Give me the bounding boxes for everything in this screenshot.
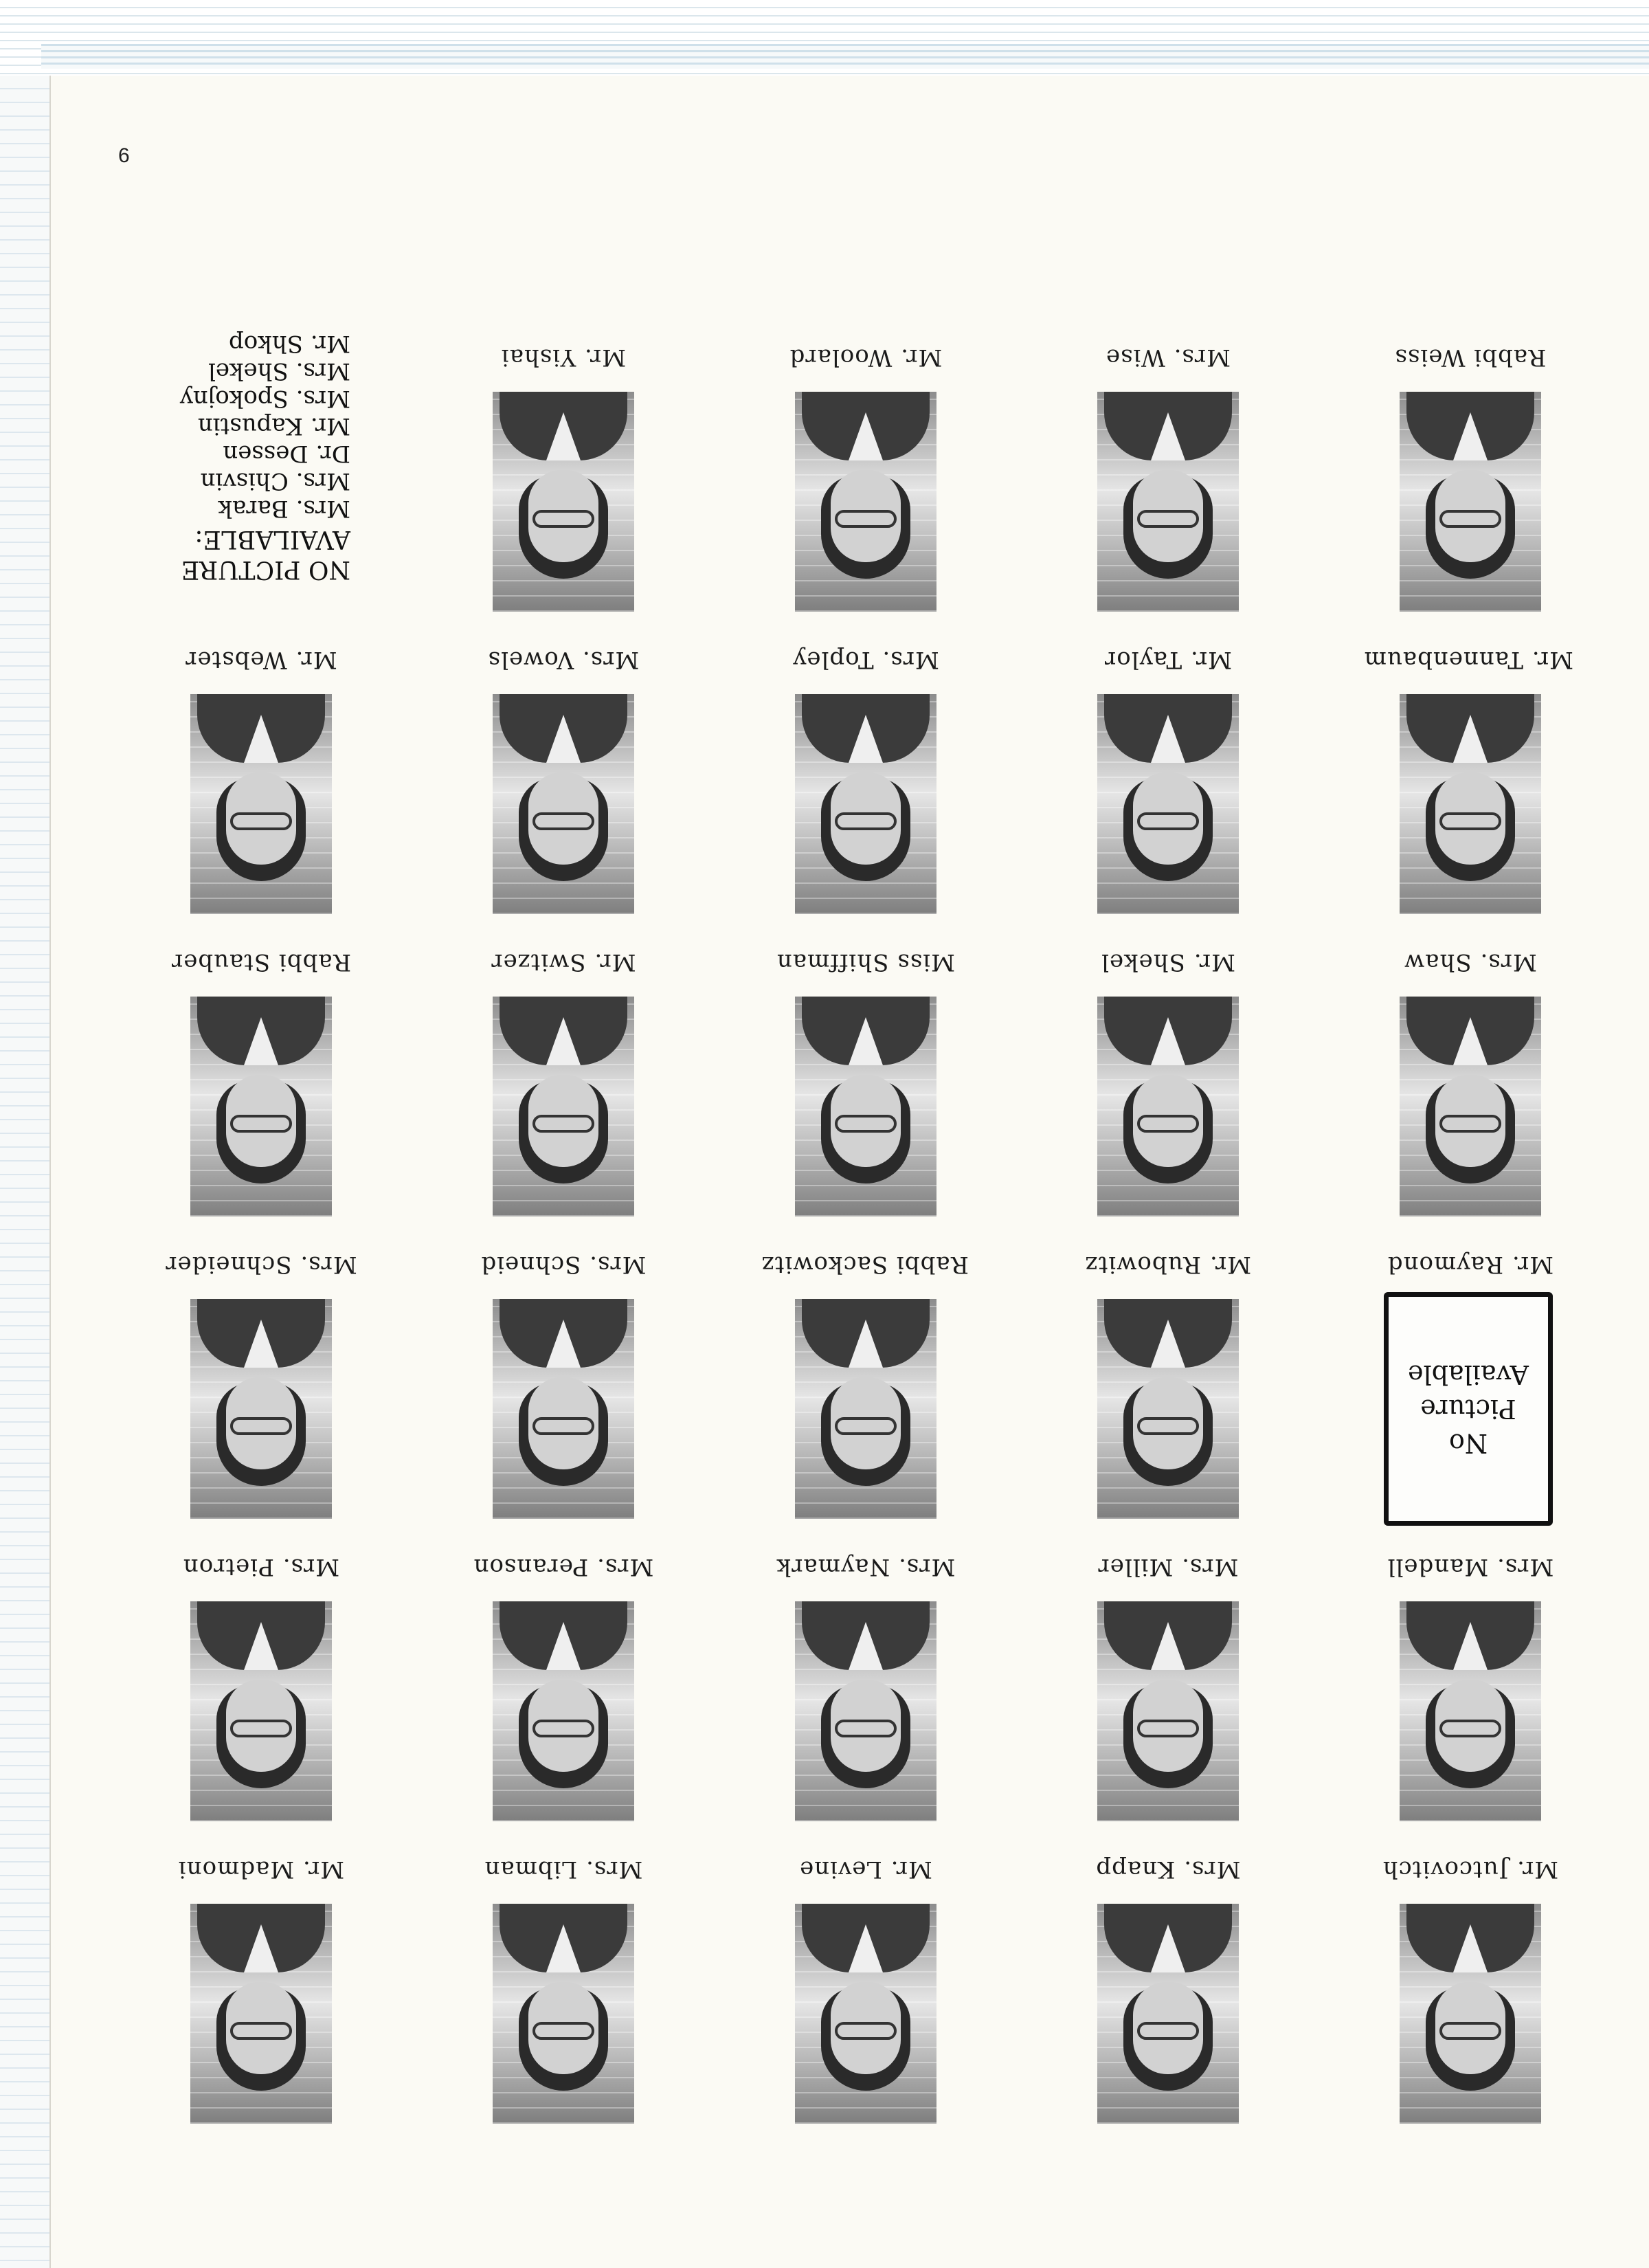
no-picture-name: Mrs. Spokojny [179,385,350,412]
portrait-photo [795,694,936,914]
faculty-photo-grid [151,268,1573,2124]
portrait-glasses [230,2022,292,2040]
faculty-cell [1367,1835,1573,2124]
no-picture-names [144,330,350,522]
faculty-name: Mr. Levine [799,1856,932,1883]
faculty-name: Mrs. Topley [792,646,939,674]
portrait-photo [493,1904,634,2124]
faculty-name: Mrs. Wise [1106,344,1231,371]
faculty-cell [460,928,666,1216]
faculty-cell [158,1533,364,1821]
portrait-photo [1097,1299,1239,1519]
faculty-cell [1367,1230,1573,1519]
portrait-photo [795,392,936,612]
faculty-name: Mr. Switzer [491,948,636,976]
portrait-photo [1097,392,1239,612]
portrait-photo [1097,694,1239,914]
portrait-glasses [230,1417,292,1435]
portrait-glasses [835,812,897,830]
portrait-glasses [532,1115,594,1133]
portrait-glasses [1137,1115,1199,1133]
portrait-photo [190,694,332,914]
portrait-photo [795,997,936,1216]
faculty-cell [1367,928,1573,1216]
portrait-photo [1400,1601,1541,1821]
portrait-photo [493,997,634,1216]
faculty-name: Rabbi Stauber [170,948,352,976]
portrait-photo [190,1601,332,1821]
faculty-cell [1065,1533,1271,1821]
faculty-name: Mrs. Vowels [487,646,640,674]
faculty-cell [158,625,364,914]
scan-top-band [0,0,1649,76]
faculty-cell [763,323,969,612]
no-picture-name: Mrs. Shekel [207,357,350,385]
portrait-glasses [1137,2022,1199,2040]
portrait-glasses [1137,510,1199,528]
scan-left-edge [0,76,49,2268]
portrait-photo [190,1299,332,1519]
faculty-name: Mrs. Mandell [1387,1553,1554,1581]
faculty-name: Mr. Woolard [789,344,943,371]
faculty-cell [1065,625,1271,914]
faculty-cell [763,1533,969,1821]
faculty-name: Mrs. Naymark [776,1553,956,1581]
portrait-photo [1097,1904,1239,2124]
portrait-photo [493,1299,634,1519]
faculty-cell [460,1835,666,2124]
faculty-name: Mr. Jutcovitch [1382,1856,1559,1883]
portrait-photo [493,1601,634,1821]
faculty-cell [1065,323,1271,612]
faculty-cell [460,625,666,914]
no-picture-name: Mrs. Chisvin [200,467,350,495]
portrait-photo [1400,392,1541,612]
faculty-cell [158,1835,364,2124]
faculty-name: Mr. Yishai [500,344,627,371]
faculty-name: Mr. Rubowitz [1084,1251,1252,1278]
portrait-photo [190,1904,332,2124]
no-picture-name: Mr. Shkop [229,330,350,357]
faculty-name: Mrs. Schneider [165,1251,357,1278]
faculty-name: Miss Shiffman [776,948,956,976]
portrait-photo [190,997,332,1216]
no-picture-name: Dr. Dessen [223,440,350,467]
no-picture-name: Mrs. Barak [218,495,350,522]
faculty-cell [763,1230,969,1519]
portrait-glasses [835,2022,897,2040]
faculty-cell [763,625,969,914]
portrait-photo [1097,1601,1239,1821]
faculty-cell [460,1533,666,1821]
faculty-name: Rabbi Sackowitz [761,1251,969,1278]
faculty-name: Mrs. Pietron [182,1553,340,1581]
faculty-cell [1367,1533,1573,1821]
portrait-glasses [835,1115,897,1133]
faculty-name: Mrs. Libman [484,1856,643,1883]
portrait-photo [1400,997,1541,1216]
portrait-photo [1400,1904,1541,2124]
faculty-name: Mrs. Knapp [1095,1856,1241,1883]
faculty-name: Mr. Shekel [1101,948,1235,976]
portrait-glasses [532,812,594,830]
portrait-glasses [1137,1417,1199,1435]
faculty-cell [158,928,364,1216]
no-picture-list [144,296,350,584]
faculty-name: Mr. Raymond [1387,1251,1554,1278]
portrait-glasses [532,1417,594,1435]
portrait-glasses [532,510,594,528]
no-picture-title: NO PICTURE AVAILABLE: [181,525,350,583]
faculty-cell [1065,1230,1271,1519]
portrait-glasses [230,812,292,830]
faculty-cell [1065,1835,1271,2124]
faculty-cell [158,1230,364,1519]
portrait-glasses [835,1720,897,1737]
faculty-name: Mr. Taylor [1103,646,1233,674]
faculty-name: Mrs. Peranson [473,1553,654,1581]
portrait-glasses [1439,812,1501,830]
faculty-cell [763,928,969,1216]
portrait-photo [493,694,634,914]
faculty-cell [1363,625,1573,914]
portrait-glasses [532,1720,594,1737]
portrait-glasses [835,1417,897,1435]
faculty-name: Mrs. Miller [1097,1553,1239,1581]
faculty-name: Mr. Tannenbaum [1363,646,1573,674]
portrait-glasses [230,1720,292,1737]
portrait-photo [1400,694,1541,914]
portrait-photo [1097,997,1239,1216]
no-picture-placeholder [1384,1292,1553,1526]
portrait-glasses [1137,1720,1199,1737]
portrait-photo [795,1904,936,2124]
faculty-name: Mrs. Shaw [1404,948,1537,976]
faculty-cell [460,323,666,612]
portrait-photo [493,392,634,612]
portrait-glasses [1439,1720,1501,1737]
faculty-cell [763,1835,969,2124]
portrait-glasses [1439,1115,1501,1133]
portrait-glasses [230,1115,292,1133]
portrait-glasses [1137,812,1199,830]
portrait-glasses [532,2022,594,2040]
portrait-photo [795,1601,936,1821]
page-number: 6 [118,144,130,167]
faculty-name: Mr. Webster [185,646,337,674]
portrait-glasses [835,510,897,528]
portrait-glasses [1439,2022,1501,2040]
faculty-cell [460,1230,666,1519]
no-picture-placeholder-text: No Picture Available [1408,1359,1529,1458]
faculty-name: Mr. Madmoni [177,1856,345,1883]
no-picture-name: Mr. Kapustin [197,412,350,440]
portrait-photo [795,1299,936,1519]
faculty-cell [1367,323,1573,612]
portrait-glasses [1439,510,1501,528]
faculty-name: Mrs. Schneid [480,1251,647,1278]
faculty-name: Rabbi Weiss [1394,344,1547,371]
faculty-cell [1065,928,1271,1216]
